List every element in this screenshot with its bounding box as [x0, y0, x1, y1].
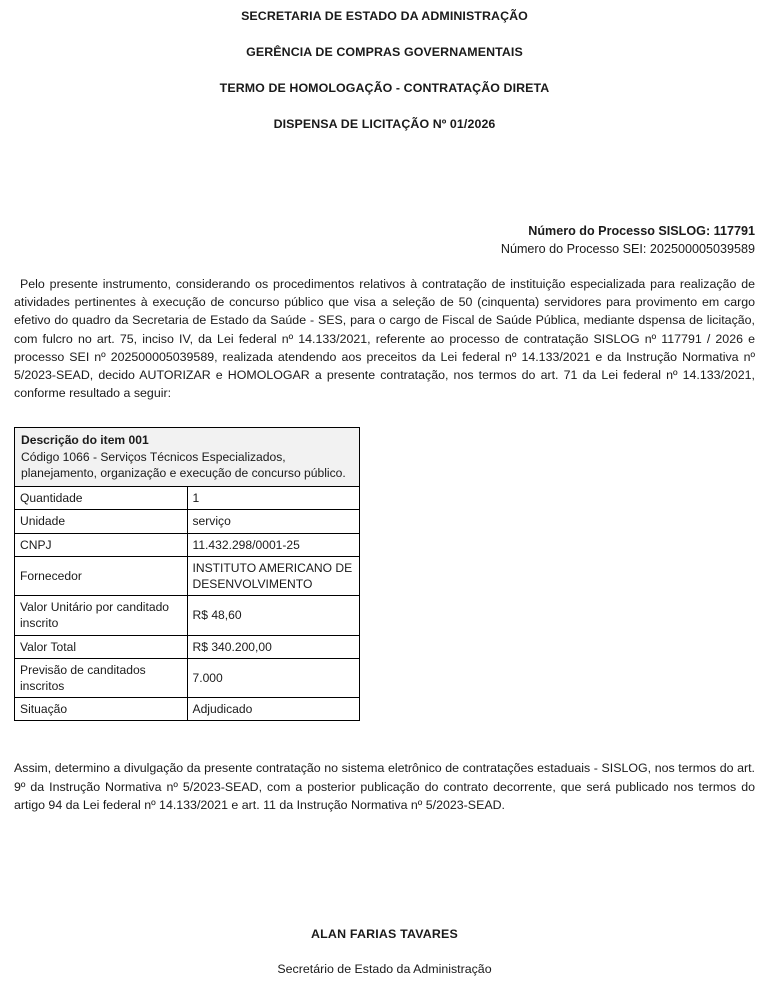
- table-row: [15, 487, 360, 510]
- paragraph-introduction: Pelo presente instrumento, considerando os procedimentos relativos à contratação de instituição especializada para realização de atividades pertinentes à execução de concurso público que visa a seleção de 50 (cinquenta) servidores para provimento em cargo efetivo do quadro da Secretaria de Estado da Saúde - SES, para o cargo de Fiscal de Saúde Pública, mediante dspensa de licitação, com fulcro no art. 75, inciso IV, da Lei federal nº 14.133/2021, referente ao processo de contratação SISLOG nº 117791 / 2026 e processo SEI nº 202500005039589, realizada atendendo aos preceitos da Lei federal nº 14.133/2021 e da Instrução Normativa nº 5/2023-SEAD, decido AUTORIZAR e HOMOLOGAR a presente contratação, nos termos do art. 71 da Lei federal nº 14.133/2021, conforme resultado a seguir:: [14, 277, 755, 401]
- row-label-valor-unitario: Valor Unitário por canditado inscrito: [15, 596, 188, 635]
- item-description-cell: [15, 427, 360, 487]
- table-row: [15, 698, 360, 721]
- heading-document-type: TERMO DE HOMOLOGAÇÃO - CONTRATAÇÃO DIRETA: [219, 80, 550, 95]
- row-label-fornecedor: Fornecedor: [15, 556, 188, 595]
- table-row: [15, 533, 360, 556]
- heading-department: GERÊNCIA DE COMPRAS GOVERNAMENTAIS: [246, 44, 523, 59]
- row-label-previsao-candidatos: Previsão de canditados inscritos: [15, 658, 188, 697]
- signatory-role: Secretário de Estado da Administração: [277, 962, 492, 976]
- signature-block: [0, 927, 769, 976]
- row-value-fornecedor: INSTITUTO AMERICANO DE DESENVOLVIMENTO: [187, 556, 360, 595]
- row-value-unidade: serviço: [187, 510, 360, 533]
- item-description-text: Código 1066 - Serviços Técnicos Especializados, planejamento, organização e execução de concurso público.: [21, 449, 346, 481]
- table-row: [15, 556, 360, 595]
- row-label-cnpj: CNPJ: [15, 533, 188, 556]
- process-sei-number: Número do Processo SEI: 202500005039589: [500, 241, 755, 256]
- process-sislog-number: Número do Processo SISLOG: 117791: [528, 223, 755, 238]
- row-value-previsao-candidatos: 7.000: [187, 658, 360, 697]
- table-row: [15, 635, 360, 658]
- row-value-valor-total: R$ 340.200,00: [187, 635, 360, 658]
- signatory-name: ALAN FARIAS TAVARES: [311, 927, 458, 941]
- row-label-valor-total: Valor Total: [15, 635, 188, 658]
- table-row: [15, 596, 360, 635]
- item-table-body: [15, 427, 360, 721]
- item-details-table: [14, 427, 360, 722]
- row-label-situacao: Situação: [15, 698, 188, 721]
- row-value-quantidade: 1: [187, 487, 360, 510]
- document-page: [0, 9, 769, 993]
- process-number-block: [14, 222, 755, 259]
- table-row: [15, 510, 360, 533]
- row-value-cnpj: 11.432.298/0001-25: [187, 533, 360, 556]
- row-label-unidade: Unidade: [15, 510, 188, 533]
- paragraph-closing: Assim, determino a divulgação da presente contratação no sistema eletrônico de contratações estaduais - SISLOG, nos termos do art. 9º da Instrução Normativa nº 5/2023-SEAD, com a posterior publicação do contrato decorrente, que será publicado nos termos do artigo 94 da Lei federal nº 14.133/2021 e art. 11 da Instrução Normativa nº 5/2023-SEAD.: [14, 761, 755, 812]
- table-row: [15, 658, 360, 697]
- table-row-description: [15, 427, 360, 487]
- heading-organization: SECRETARIA DE ESTADO DA ADMINISTRAÇÃO: [241, 9, 528, 23]
- row-value-situacao: Adjudicado: [187, 698, 360, 721]
- row-value-valor-unitario: R$ 48,60: [187, 596, 360, 635]
- row-label-quantidade: Quantidade: [15, 487, 188, 510]
- item-description-title: Descrição do item 001: [21, 432, 149, 447]
- heading-bid-number: DISPENSA DE LICITAÇÃO Nº 01/2026: [273, 116, 496, 131]
